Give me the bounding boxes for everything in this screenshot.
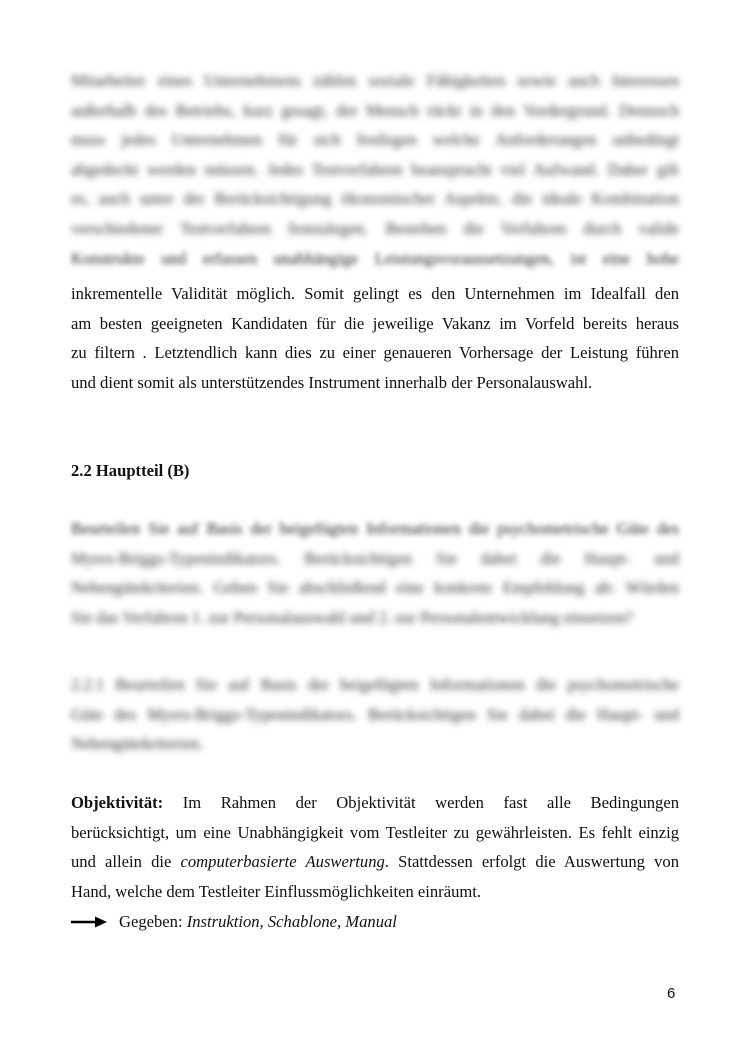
blurred-text-line: Myers-Briggs-Typenindikators. Berücksichtigen Sie dabei die Haupt- und [71,548,679,568]
text-line: zu filtern . Letztendlich kann dies zu einer genaueren Vorhersage der Leistung führen [71,343,679,363]
right-arrow-icon [71,910,107,936]
blurred-text-line: Sie das Verfahren 1. zur Personalauswahl und 2. zur Personalentwicklung einsetzen? [71,607,633,627]
given-items: Instruktion, Schablone, Manual [186,912,397,931]
objectivity-text: und allein die [71,852,181,872]
given-line [71,909,397,936]
blurred-text-line: verschiedener Testverfahren festzulegen. Bestehen die Verfahren durch valide [71,218,679,238]
text-line [71,847,679,877]
text-line: inkrementelle Validität möglich. Somit gelingt es den Unternehmen im Idealfall den [71,284,679,303]
blurred-text-line: muss jedes Unternehmen für sich festlegen welche Anforderungen unbedingt [71,130,679,150]
objectivity-paragraph [71,788,679,906]
page-number: 6 [667,985,676,1002]
blurred-text-line: Beurteilen Sie auf Basis der beigefügten Informationen die psychometrische Güte des [71,519,679,538]
section-heading: 2.2 Hauptteil (B) [71,461,190,480]
objectivity-text: Im Rahmen der Objektivität werden fast alle Bedingungen [163,793,679,812]
blurred-text-line: es, auch unter der Berücksichtigung ökonomischer Aspekte, die ideale Kombination [71,189,679,209]
text-line: und dient somit als unterstützendes Instrument innerhalb der Personalauswahl. [71,372,593,392]
intro-blurred-paragraph [71,66,679,273]
given-label: Gegeben: [119,912,187,931]
blurred-text-line: Nebengütekriterien. [71,734,204,754]
objectivity-label: Objektivität: [71,793,164,812]
blurred-text-line: Mitarbeiter eines Unternehmens zählen soziale Fähigkeiten sowie auch Interessen [71,71,679,90]
blurred-text-line: abgedeckt werden müssen. Jedes Testverfahren beansprucht viel Aufwand. Daher gilt [71,159,679,179]
blurred-text-line: Konstrukte und erfassen unabhängige Leistungsvoraussetzungen, ist eine hohe [71,248,679,268]
blurred-text-line: Nebengütekriterien. Geben Sie abschließend eine konkrete Empfehlung ab: Würden [71,578,679,598]
text-line: berücksichtigt, um eine Unabhängigkeit vom Testleiter zu gewährleisten. Es fehlt einzig [71,822,679,842]
text-line [71,788,679,818]
blurred-text-line: außerhalb des Betriebs, kurz gesagt, der Mensch rückt in den Vordergrund. Dennoch [71,100,679,120]
objectivity-emphasis: computerbasierte Auswertung [180,852,385,872]
intro-paragraph [71,279,679,397]
subtask-paragraph [71,670,679,759]
text-line: am besten geeigneten Kandidaten für die jeweilige Vakanz im Vorfeld bereits heraus [71,313,679,333]
objectivity-text: . Stattdessen erfolgt die Auswertung von [384,852,679,872]
blurred-text-line: 2.2.1 Beurteilen Sie auf Basis der beigefügten Informationen die psychometrische [71,675,679,694]
text-line: Hand, welche dem Testleiter Einflussmöglichkeiten einräumt. [71,881,482,901]
blurred-text-line: Güte des Myers-Briggs-Typenindikators. Berücksichtigen Sie dabei die Haupt- und [71,704,679,724]
task-paragraph [71,514,679,632]
